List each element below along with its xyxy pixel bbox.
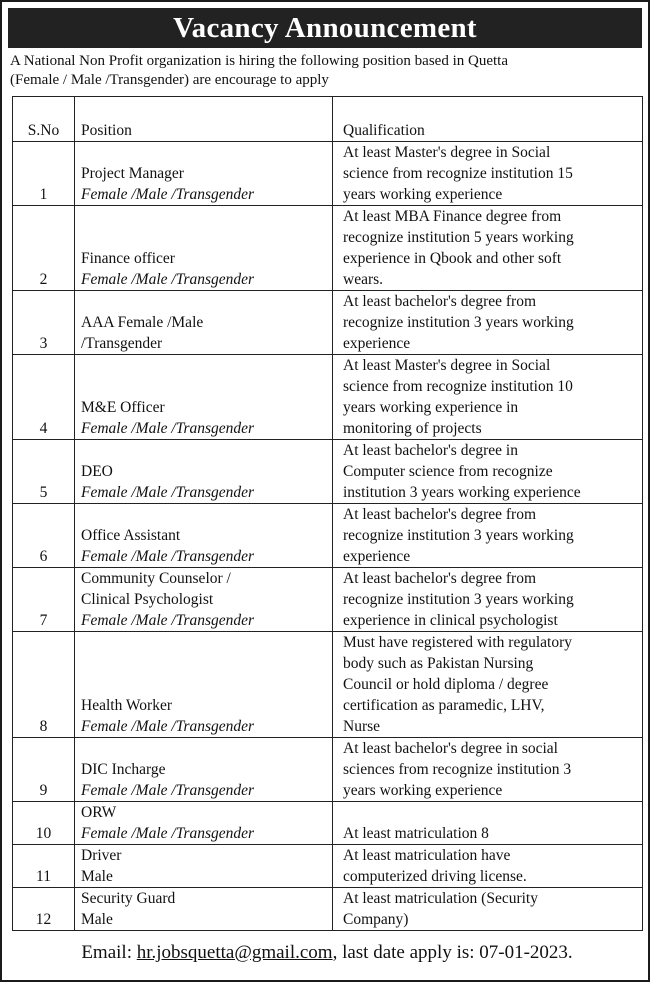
position-gender: Female /Male /Transgender [81, 612, 255, 629]
row-qualification [333, 142, 643, 206]
table-row [13, 845, 643, 888]
row-sno: 5 [13, 440, 75, 504]
row-sno: 3 [13, 291, 75, 355]
table-row [13, 291, 643, 355]
qualification-line: science from recognize institution 10 [343, 378, 573, 395]
qualification-line: Must have registered with regulatory [343, 634, 572, 651]
qualification-line: At least matriculation have [343, 847, 511, 864]
row-sno: 2 [13, 206, 75, 291]
row-qualification [333, 632, 643, 738]
row-qualification [333, 504, 643, 568]
position-title: Male [81, 911, 113, 928]
row-qualification [333, 738, 643, 802]
qualification-line: experience in clinical psychologist [343, 612, 558, 629]
row-qualification [333, 845, 643, 888]
qualification-line: recognize institution 3 years working [343, 527, 574, 544]
row-position [75, 206, 333, 291]
position-title: Project Manager [81, 165, 184, 182]
qualification-line: computerized driving license. [343, 868, 527, 885]
intro-text [10, 52, 644, 90]
qualification-line: Nurse [343, 718, 381, 735]
position-title: Clinical Psychologist [81, 591, 214, 608]
qualification-line: recognize institution 5 years working [343, 229, 574, 246]
position-title: DEO [81, 463, 113, 480]
table-row [13, 738, 643, 802]
qualification-line: wears. [343, 271, 384, 288]
position-title: M&E Officer [81, 399, 165, 416]
position-title: Community Counselor / [81, 570, 231, 587]
table-row [13, 142, 643, 206]
qualification-line: Computer science from recognize [343, 463, 553, 480]
deadline-text: , last date apply is: 07-01-2023. [332, 942, 573, 963]
intro-line: A National Non Profit organization is hiring the following position based in Quetta [10, 53, 508, 69]
position-gender: Female /Male /Transgender [81, 420, 255, 437]
header-sno: S.No [13, 97, 75, 142]
row-qualification [333, 206, 643, 291]
row-position [75, 504, 333, 568]
position-gender: Female /Male /Transgender [81, 825, 255, 842]
row-sno: 11 [13, 845, 75, 888]
contact-line [2, 940, 650, 966]
qualification-line: experience [343, 548, 411, 565]
row-sno: 10 [13, 802, 75, 845]
row-sno: 7 [13, 568, 75, 632]
header-position: Position [75, 97, 333, 142]
row-position [75, 632, 333, 738]
row-sno: 6 [13, 504, 75, 568]
row-sno: 8 [13, 632, 75, 738]
table-row [13, 802, 643, 845]
row-sno: 4 [13, 355, 75, 440]
qualification-line: At least matriculation 8 [343, 825, 489, 842]
qualification-line: experience [343, 335, 411, 352]
position-title: AAA Female /Male [81, 314, 204, 331]
email-label: Email: [81, 942, 132, 963]
row-position [75, 291, 333, 355]
table-row [13, 504, 643, 568]
row-position [75, 888, 333, 931]
position-title: Security Guard [81, 890, 176, 907]
row-position [75, 355, 333, 440]
page-title: Vacancy Announcement [8, 8, 642, 48]
vacancy-table [12, 96, 643, 931]
qualification-line: certification as paramedic, LHV, [343, 697, 545, 714]
qualification-line: body such as Pakistan Nursing [343, 655, 534, 672]
qualification-line: At least bachelor's degree in [343, 442, 518, 459]
table-header-row [13, 97, 643, 142]
table-row [13, 440, 643, 504]
qualification-line: At least bachelor's degree from [343, 506, 537, 523]
row-position [75, 802, 333, 845]
qualification-line: At least matriculation (Security [343, 890, 538, 907]
position-title: Male [81, 868, 113, 885]
qualification-line: recognize institution 3 years working [343, 591, 574, 608]
position-title: /Transgender [81, 335, 163, 352]
header-qualification: Qualification [333, 97, 643, 142]
row-sno: 12 [13, 888, 75, 931]
qualification-line: At least bachelor's degree from [343, 293, 537, 310]
position-title: Driver [81, 847, 122, 864]
position-gender: Female /Male /Transgender [81, 782, 255, 799]
position-title: Health Worker [81, 697, 173, 714]
email-link[interactable]: hr.jobsquetta@gmail.com [136, 942, 333, 963]
position-title: DIC Incharge [81, 761, 166, 778]
qualification-line: Company) [343, 911, 409, 928]
intro-line: (Female / Male /Transgender) are encourage to apply [10, 72, 329, 88]
row-sno: 1 [13, 142, 75, 206]
qualification-line: years working experience [343, 186, 503, 203]
table-row [13, 632, 643, 738]
table-row [13, 355, 643, 440]
row-qualification [333, 440, 643, 504]
row-position [75, 845, 333, 888]
position-gender: Female /Male /Transgender [81, 484, 255, 501]
position-gender: Female /Male /Transgender [81, 271, 255, 288]
position-gender: Female /Male /Transgender [81, 718, 255, 735]
row-qualification [333, 291, 643, 355]
qualification-line: institution 3 years working experience [343, 484, 581, 501]
table-row [13, 888, 643, 931]
qualification-line: years working experience in [343, 399, 519, 416]
position-gender: Female /Male /Transgender [81, 548, 255, 565]
qualification-line: At least bachelor's degree in social [343, 740, 558, 757]
qualification-line: sciences from recognize institution 3 [343, 761, 572, 778]
qualification-line: recognize institution 3 years working [343, 314, 574, 331]
table-row [13, 568, 643, 632]
qualification-line: At least MBA Finance degree from [343, 208, 562, 225]
row-position [75, 142, 333, 206]
row-position [75, 738, 333, 802]
qualification-line: At least bachelor's degree from [343, 570, 537, 587]
qualification-line: Council or hold diploma / degree [343, 676, 549, 693]
row-qualification [333, 802, 643, 845]
qualification-line: At least Master's degree in Social [343, 144, 551, 161]
row-sno: 9 [13, 738, 75, 802]
row-qualification [333, 888, 643, 931]
qualification-line: science from recognize institution 15 [343, 165, 573, 182]
position-title: Office Assistant [81, 527, 181, 544]
row-position [75, 440, 333, 504]
qualification-line: experience in Qbook and other soft [343, 250, 562, 267]
position-title: Finance officer [81, 250, 175, 267]
row-qualification [333, 355, 643, 440]
qualification-line: At least Master's degree in Social [343, 357, 551, 374]
qualification-line [343, 802, 638, 823]
position-gender: Female /Male /Transgender [81, 186, 255, 203]
qualification-line: years working experience [343, 782, 503, 799]
row-qualification [333, 568, 643, 632]
qualification-line: monitoring of projects [343, 420, 482, 437]
row-position [75, 568, 333, 632]
position-title: ORW [81, 804, 117, 821]
table-row [13, 206, 643, 291]
